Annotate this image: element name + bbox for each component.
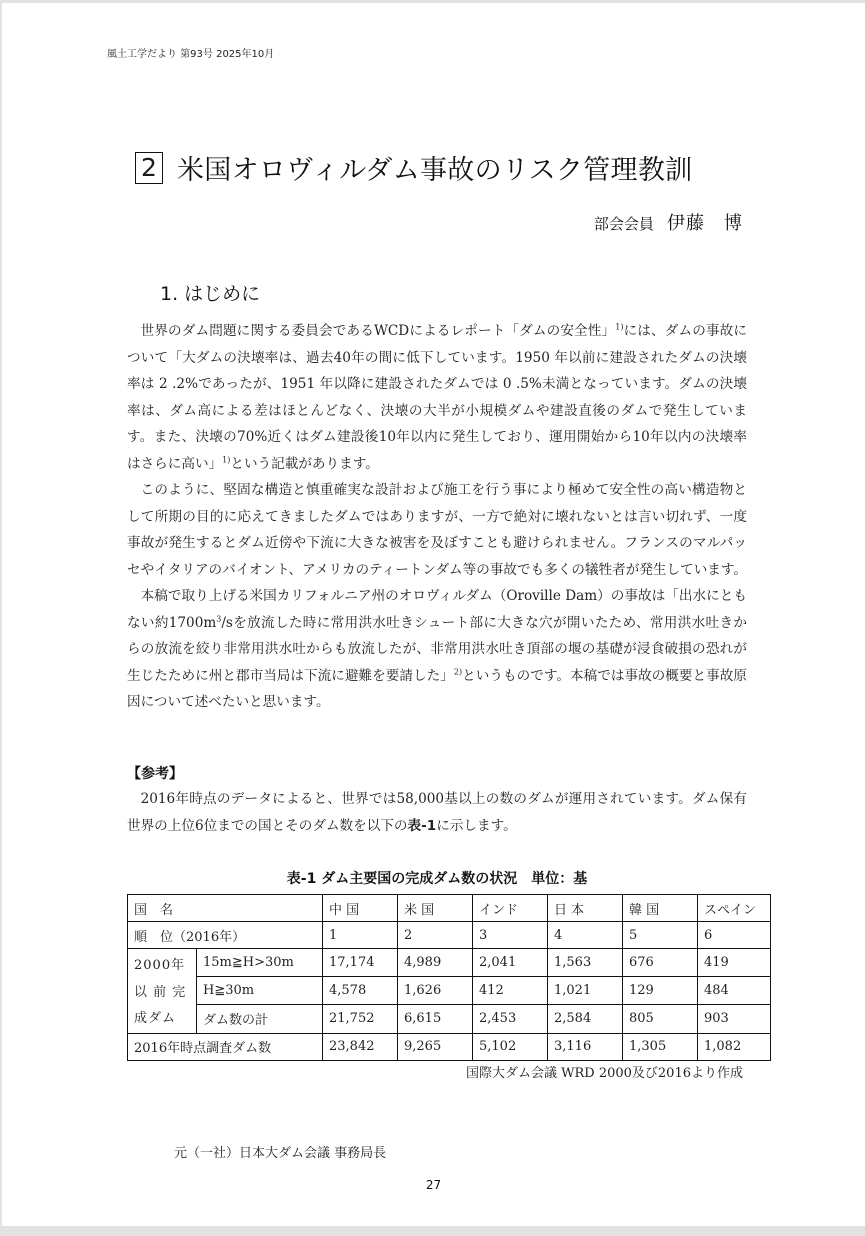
reference-text-a: 2016年時点のデータによると、世界では58,000基以上の数のダムが運用されています。ダム保有世界の上位6位までの国とそのダム数を以下の [127, 791, 747, 834]
article-title-text: 米国オロヴィルダム事故のリスク管理教訓 [177, 155, 693, 186]
table-row-survey [128, 1033, 771, 1060]
paragraph-3-text-b: /sを放流した時に常用洪水吐きシュート部に大きな穴が開いたため、常用洪水吐きからの放流を絞り非常用洪水吐からも放流したが、非常用洪水吐き頂部の堰の基礎が浸食破損の恐れが生じたために州と郡市当局は下流に避難を要請した」 [127, 614, 747, 684]
country-header: 韓 国 [623, 895, 698, 922]
table-cell: 4 [548, 922, 623, 949]
country-header: 米 国 [398, 895, 473, 922]
table-header-label: 国 名 [128, 895, 323, 922]
dam-count-table [127, 894, 771, 1061]
table-row-rank [128, 922, 771, 949]
table-cell: 1,563 [548, 949, 623, 977]
table-cell: 4,578 [323, 977, 398, 1005]
table-cell: 2 [398, 922, 473, 949]
author-name: 伊藤 博 [667, 213, 743, 234]
section-heading: 1. はじめに [160, 283, 261, 305]
table-cell: 2,453 [473, 1005, 548, 1033]
table-row [128, 977, 771, 1005]
table-cell: 676 [623, 949, 698, 977]
table-cell: 5 [623, 922, 698, 949]
author-affiliation: 元（一社）日本大ダム会議 事務局長 [174, 1146, 387, 1161]
paragraph-2: このように、堅固な構造と慎重確実な設計および施工を行う事により極めて安全性の高い構造物として所期の目的に応えてきましたダムではありますが、一方で絶対に壊れないとは言い切れず、一度事故が発生するとダム近傍や下流に大きな被害を及ぼすことも避けられません。フランスのマルパッセやイタリアのバイオント、アメリカのティートンダム等の事故でも多くの犠牲者が発生しています。 [127, 482, 748, 578]
table-cell: 805 [623, 1005, 698, 1033]
paragraph-1-text-b: には、ダムの事故について「大ダムの決壊率は、過去40年の間に低下しています。1950 年以前に建設されたダムの決壊率は 2 .2%であったが、1951 年以降に建設されたダムでは 0 .5%未満となっています。ダムの決壊率は、ダム高による差はほとんどなく、決壊の大半が小規模ダムや建設直後のダムで発生しています。また、決壊の70%近くはダム建設後10年以内に発生しており、運用開始から10年以内の決壊率はさらに高い」 [127, 323, 747, 472]
author-line [594, 209, 743, 235]
table-cell: 903 [698, 1005, 771, 1033]
paragraph-1 [127, 318, 747, 477]
table-cell: 1,305 [623, 1033, 698, 1060]
table-row [128, 949, 771, 977]
table-header-row [128, 895, 771, 922]
table-cell: 412 [473, 977, 548, 1005]
table-cell: 2,584 [548, 1005, 623, 1033]
country-header: スペイン [698, 895, 771, 922]
table-caption: 表-1 ダム主要国の完成ダム数の状況 単位：基 [286, 871, 588, 887]
table-cell: 23,842 [323, 1033, 398, 1060]
reference-heading: 【参考】 [127, 766, 183, 782]
group-label-line: 以 前 完 [134, 984, 187, 1000]
superscript-cubed: 3 [216, 613, 222, 623]
article-title [135, 148, 692, 187]
table-cell: 129 [623, 977, 698, 1005]
table-cell: 1,626 [398, 977, 473, 1005]
table-cell: 3,116 [548, 1033, 623, 1060]
footnote-ref: 2) [453, 666, 463, 676]
group-label-line: 成ダム [134, 1011, 177, 1026]
article-number-box: 2 [135, 152, 163, 184]
table-cell: 6 [698, 922, 771, 949]
table-cell: 1 [323, 922, 398, 949]
paragraph-1-text-c: という記載があります。 [230, 455, 379, 472]
reference-text-b: に示します。 [436, 817, 517, 834]
paragraph-3-text-a: 本稿で取り上げる米国カリフォルニア州のオロヴィルダム（Oroville Dam）の事故は「出水にともない約1700m [127, 588, 747, 631]
rank-label: 順 位（2016年） [128, 922, 323, 949]
table-row [128, 1005, 771, 1033]
reference-body [127, 786, 747, 839]
country-header: インド [473, 895, 548, 922]
table-cell: 21,752 [323, 1005, 398, 1033]
footnote-ref: 1) [222, 454, 231, 464]
country-header: 中 国 [323, 895, 398, 922]
table-reference: 表-1 [407, 817, 437, 834]
country-header: 日 本 [548, 895, 623, 922]
row-label: 15m≧H>30m [197, 949, 323, 977]
row-label: ダム数の計 [197, 1005, 323, 1033]
table-cell: 6,615 [398, 1005, 473, 1033]
paragraph-1-text-a: 世界のダム問題に関する委員会であるWCDによるレポート「ダムの安全性」 [140, 323, 616, 339]
group-label-line: 2000年 [134, 958, 186, 973]
reference-paragraph [127, 786, 747, 839]
table-cell: 2,041 [473, 949, 548, 977]
group-label [128, 949, 197, 1034]
table-source-note: 国際大ダム会議 WRD 2000及び2016より作成 [465, 1066, 743, 1081]
table-cell: 17,174 [323, 949, 398, 977]
row-label: H≧30m [197, 977, 323, 1005]
author-role: 部会会員 [593, 215, 654, 233]
page-number: 27 [425, 1178, 442, 1192]
document-page [2, 3, 865, 1226]
survey-label: 2016年時点調査ダム数 [128, 1033, 323, 1060]
running-head: 風土工学だより 第93号 2025年10月 [107, 49, 275, 60]
footnote-ref: 1) [615, 322, 624, 332]
table-cell: 1,082 [698, 1033, 771, 1060]
table-cell: 4,989 [398, 949, 473, 977]
table-cell: 9,265 [398, 1033, 473, 1060]
table-cell: 1,021 [548, 977, 623, 1005]
table-cell: 484 [698, 977, 771, 1005]
table-cell: 5,102 [473, 1033, 548, 1060]
intro-body [127, 318, 747, 716]
paragraph-3-text-c: というものです。本稿では事故の概要と事故原因について述べたいと思います。 [127, 667, 747, 710]
table-cell: 419 [698, 949, 771, 977]
table-cell: 3 [473, 922, 548, 949]
paragraph-3 [127, 583, 747, 716]
